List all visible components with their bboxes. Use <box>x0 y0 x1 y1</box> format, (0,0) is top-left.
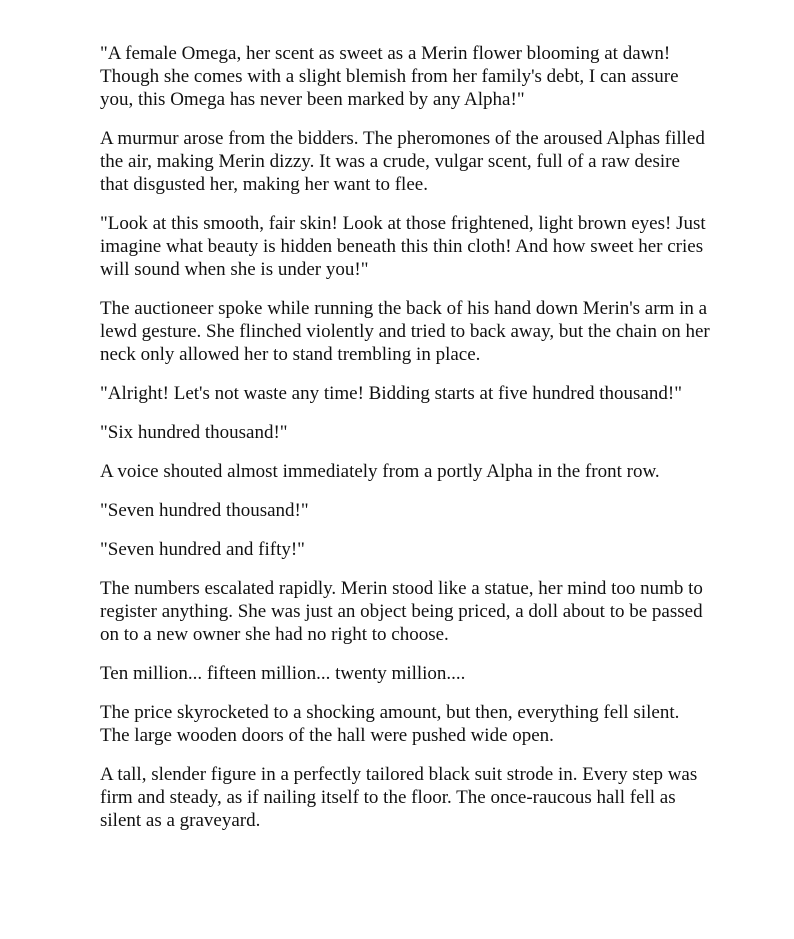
paragraph-12: The price skyrocketed to a shocking amount, but then, everything fell silent. The large wooden doors of the hall were pushed wide open. <box>100 702 680 746</box>
paragraph-10: The numbers escalated rapidly. Merin stood like a statue, her mind too numb to register anything. She was just an object being priced, a doll about to be passed on to a new owner she had no right to choose. <box>100 578 703 645</box>
document-body <box>100 42 710 848</box>
paragraph-3: "Look at this smooth, fair skin! Look at those frightened, light brown eyes! Just imagine what beauty is hidden beneath this thin cloth! And how sweet her cries will sound when she is under you!" <box>100 213 706 280</box>
paragraph-5: "Alright! Let's not waste any time! Bidding starts at five hundred thousand!" <box>100 383 682 404</box>
paragraph-13: A tall, slender figure in a perfectly tailored black suit strode in. Every step was firm and steady, as if nailing itself to the floor. The once-raucous hall fell as silent as a graveyard. <box>100 764 698 831</box>
paragraph-4: The auctioneer spoke while running the back of his hand down Merin's arm in a lewd gesture. She flinched violently and tried to back away, but the chain on her neck only allowed her to stand trembling in place. <box>100 298 710 365</box>
paragraph-2: A murmur arose from the bidders. The pheromones of the aroused Alphas filled the air, making Merin dizzy. It was a crude, vulgar scent, full of a raw desire that disgusted her, making her want to flee. <box>100 128 705 195</box>
paragraph-11: Ten million... fifteen million... twenty million.... <box>100 663 466 684</box>
paragraph-9: "Seven hundred and fifty!" <box>100 539 305 560</box>
paragraph-8: "Seven hundred thousand!" <box>100 500 309 521</box>
paragraph-7: A voice shouted almost immediately from a portly Alpha in the front row. <box>100 461 660 482</box>
paragraph-6: "Six hundred thousand!" <box>100 422 288 443</box>
paragraph-1: "A female Omega, her scent as sweet as a Merin flower blooming at dawn! Though she comes with a slight blemish from her family's debt, I can assure you, this Omega has never been marked by any Alpha!" <box>100 43 679 110</box>
